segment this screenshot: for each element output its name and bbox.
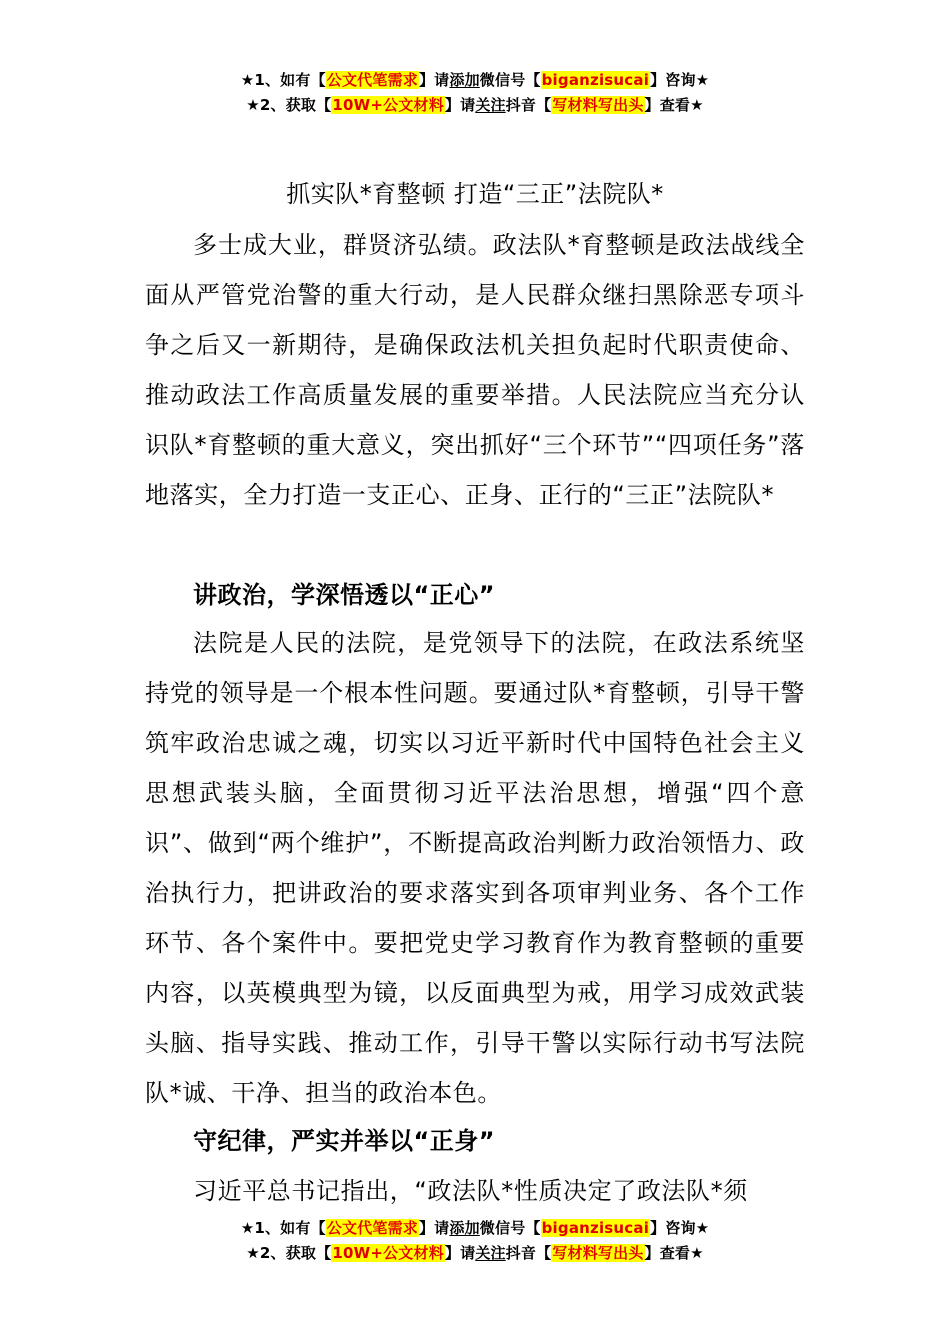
intro-paragraph-block	[145, 220, 805, 520]
highlight-text: biganzisucai	[541, 71, 650, 89]
section-heading-block	[145, 570, 805, 620]
section-heading-block	[145, 1116, 805, 1166]
section-heading-zhengxin: 讲政治，学深悟透以“正心”	[193, 581, 496, 609]
section-paragraph-block	[145, 618, 805, 1118]
promo-line-1: ★1、如有【公文代笔需求】请添加微信号【biganzisucai】咨询★	[240, 71, 710, 89]
promo-banner-top	[0, 68, 950, 118]
highlight-text: 写材料写出头	[552, 1244, 644, 1262]
section-paragraph-block	[145, 1166, 805, 1216]
highlight-text: 10W+公文材料	[332, 1244, 444, 1262]
promo-line-2: ★2、获取【10W+公文材料】请关注抖音【写材料写出头】查看★	[246, 96, 704, 114]
section-paragraph-zhengxin: 法院是人民的法院，是党领导下的法院，在政法系统坚持党的领导是一个根本性问题。要通过队*育整顿，引导干警筑牢政治忠诚之魂，切实以习近平新时代中国特色社会主义思想武装头脑，全面贯彻习近平法治思想，增强“四个意识”、做到“两个维护”，不断提高政治判断力政治领悟力、政治执行力，把讲政治的要求落实到各项审判业务、各个工作环节、各个案件中。要把党史学习教育作为教育整顿的重要内容，以英模典型为镜，以反面典型为戒，用学习成效武装头脑、指导实践、推动工作，引导干警以实际行动书写法院队*诚、干净、担当的政治本色。	[145, 629, 805, 1107]
section-paragraph-zhengshen: 习近平总书记指出，“政法队*性质决定了政法队*须	[193, 1177, 748, 1205]
document-title: 抓实队*育整顿 打造“三正”法院队*	[286, 180, 664, 208]
highlight-text: 公文代笔需求	[326, 71, 418, 89]
promo-line-1: ★1、如有【公文代笔需求】请添加微信号【biganzisucai】咨询★	[240, 1219, 710, 1237]
highlight-text: 写材料写出头	[552, 96, 644, 114]
highlight-text: 公文代笔需求	[326, 1219, 418, 1237]
highlight-text: 10W+公文材料	[332, 96, 444, 114]
promo-banner-bottom	[0, 1216, 950, 1266]
intro-paragraph: 多士成大业，群贤济弘绩。政法队*育整顿是政法战线全面从严管党治警的重大行动，是人民群众继扫黑除恶专项斗争之后又一新期待，是确保政法机关担负起时代职责使命、推动政法工作高质量发展的重要举措。人民法院应当充分认识队*育整顿的重大意义，突出抓好“三个环节”“四项任务”落地落实，全力打造一支正心、正身、正行的“三正”法院队*	[145, 231, 805, 509]
promo-line-2: ★2、获取【10W+公文材料】请关注抖音【写材料写出头】查看★	[246, 1244, 704, 1262]
highlight-text: biganzisucai	[541, 1219, 650, 1237]
section-heading-zhengshen: 守纪律，严实并举以“正身”	[193, 1127, 496, 1155]
